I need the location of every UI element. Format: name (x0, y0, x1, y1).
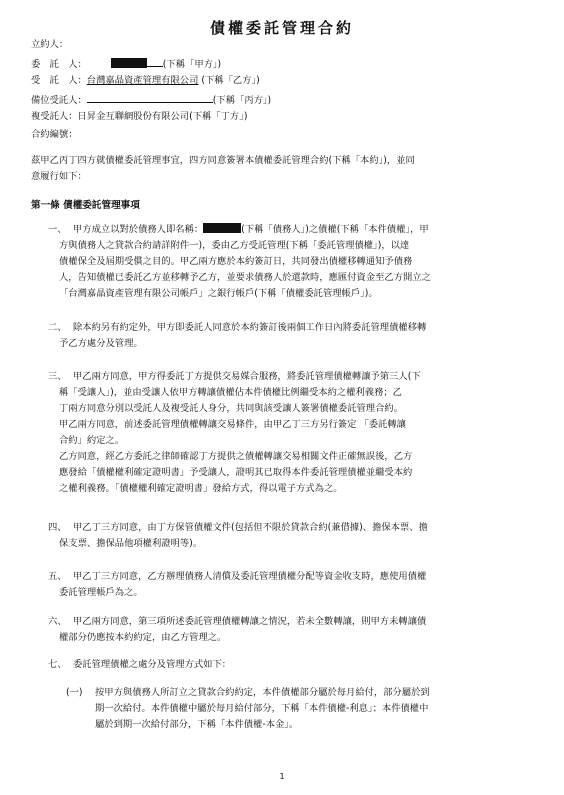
item-number: 一、 (48, 224, 67, 235)
sub-item-number: (一) (66, 687, 83, 698)
party-b-suffix: (下稱「乙方」) (201, 75, 260, 86)
item-2-text (59, 320, 427, 352)
item-3-text (59, 369, 421, 497)
party-b-name: 台灣嘉晶資產管理有限公司 (86, 75, 199, 86)
party-a-label: 委 託 人： (31, 59, 87, 70)
item-number: 七、 (48, 659, 67, 670)
item-line: 除本約另有約定外，甲方即委託人同意於本約簽訂後兩個工作日內將委託管理債權移轉 (73, 322, 427, 333)
item-line: 乙方同意，經乙方委託之律師確認丁方提供之債權轉讓交易相關文件正確無誤後，乙方 (59, 451, 413, 462)
item-line: 保支票、擔保品他項權利證明等)。 (59, 538, 203, 549)
item-line: 甲乙丁三方同意，由丁方保管債權文件(包括但不限於貸款合約(兼借據)、擔保本票、擔 (73, 522, 428, 533)
preamble (31, 153, 415, 185)
item-line: 予乙方處分及管理。 (59, 338, 143, 349)
party-d-line (31, 111, 247, 123)
item-number: 三、 (48, 371, 67, 382)
item-line: 債權保全及屆期受償之目的。甲乙兩方應於本約簽訂日，共同發出債權移轉通知予債務 (59, 256, 413, 267)
item-line: 「台灣嘉晶資產管理有限公司帳戶」之銀行帳戶(下稱「債權委託管理帳戶」)。 (59, 288, 378, 299)
item-text-segment: 甲方成立以對於債務人即名稱： (73, 224, 204, 235)
preamble-line: 意履行如下： (31, 171, 87, 182)
party-c-suffix: (下稱「丙方」) (212, 95, 272, 106)
item-line: 屬於到期一次給付部分，下稱「本件債權-本金」。 (95, 719, 299, 730)
item-text-segment: (下稱「債務人」)之債權(下稱「本件債權」，甲 (241, 224, 429, 235)
item-line: 甲乙兩方同意，第三項所述委託管理債權轉讓之情況，若未全數轉讓，則甲方未轉讓債 (73, 616, 427, 627)
item-line: 委託管理帳戶為之。 (59, 587, 143, 598)
item-1-first-line (73, 222, 431, 238)
item-number: 五、 (48, 571, 67, 582)
party-d-suffix: (下稱「丁方」) (189, 111, 248, 122)
party-d-label: 複受託人： (31, 111, 78, 122)
item-line: 人，告知債權已委託乙方並移轉予乙方，並要求債務人於還款時，應匯付資金至乙方開立之 (59, 272, 431, 283)
party-b-line (31, 75, 260, 87)
item-line: 合約」約定之。 (59, 435, 125, 446)
item-1-text (59, 222, 431, 302)
contract-number: 合約編號： (31, 129, 78, 140)
item-line: 甲乙兩方同意，前述委託管理債權轉讓交易條件，由甲乙丁三方另行簽定 「委託轉讓 (59, 419, 406, 430)
item-4-text (59, 520, 428, 552)
article-heading: 第一條 債權委託管理事項 (31, 200, 140, 211)
preamble-line: 茲甲乙丙丁四方就債權委託管理事宜，四方同意簽署本債權委託管理合約(下稱「本約」)，並同 (31, 155, 415, 166)
item-line: 甲乙丁三方同意，乙方辦理債務人清償及委託管理債權分配等資金收支時，應使用債權 (73, 571, 427, 582)
parties-intro: 立約人： (31, 39, 69, 50)
party-c-label: 備位受託人： (31, 95, 87, 106)
party-a-line (31, 57, 221, 71)
party-b-label: 受 託 人： (31, 75, 87, 86)
blank-underline (87, 93, 213, 103)
redaction-box (203, 223, 241, 233)
item-7-text: 委託管理債權之處分及管理方式如下： (73, 659, 232, 670)
redaction-box (111, 58, 147, 68)
item-number: 二、 (48, 322, 67, 333)
party-d-name: 日昇金互聯網股份有限公司 (77, 111, 190, 122)
item-line: 丁兩方同意分別以受託人及複受託人身分，共同與該受讓人簽署債權委託管理合約。 (59, 403, 403, 414)
item-number: 六、 (48, 616, 67, 627)
document-title: 債權委託管理合約 (209, 19, 354, 37)
blank-underline (147, 57, 163, 67)
item-number: 四、 (48, 522, 67, 533)
item-line: 應發給「債權權利確定證明書」予受讓人，證明其已取得本件委託管理債權並繼受本約 (59, 467, 413, 478)
item-line: 權部分仍應按本約約定，由乙方管理之。 (59, 632, 227, 643)
page-number: 1 (279, 772, 285, 781)
item-5-text (59, 569, 427, 601)
party-a-suffix: (下稱「甲方」) (162, 59, 222, 70)
item-line: 按甲方與債務人所訂立之貸款合約約定，本件債權部分屬於每月給付，部分屬於到 (95, 687, 430, 698)
item-6-text (59, 614, 427, 646)
item-line: 方與債務人之貸款合約請詳附件一)，委由乙方受託管理(下稱「委託管理債權」)，以達 (59, 240, 410, 251)
sub-item-1-text (95, 685, 430, 733)
party-c-line (31, 93, 271, 107)
item-line: 稱「受讓人」)，並由受讓人依甲方轉讓債權佔本件債權比例繼受本約之權利義務；乙 (59, 387, 402, 398)
item-line: 之權利義務。「債權權利確定證明書」發給方式，得以電子方式為之。 (59, 483, 343, 494)
item-line: 甲乙兩方同意，甲方得委託丁方提供交易媒合服務，將委託管理債權轉讓予第三人(下 (73, 371, 421, 382)
item-line: 期一次給付。本件債權中屬於每月給付部分，下稱「本件債權-利息」；本件債權中 (95, 703, 429, 714)
